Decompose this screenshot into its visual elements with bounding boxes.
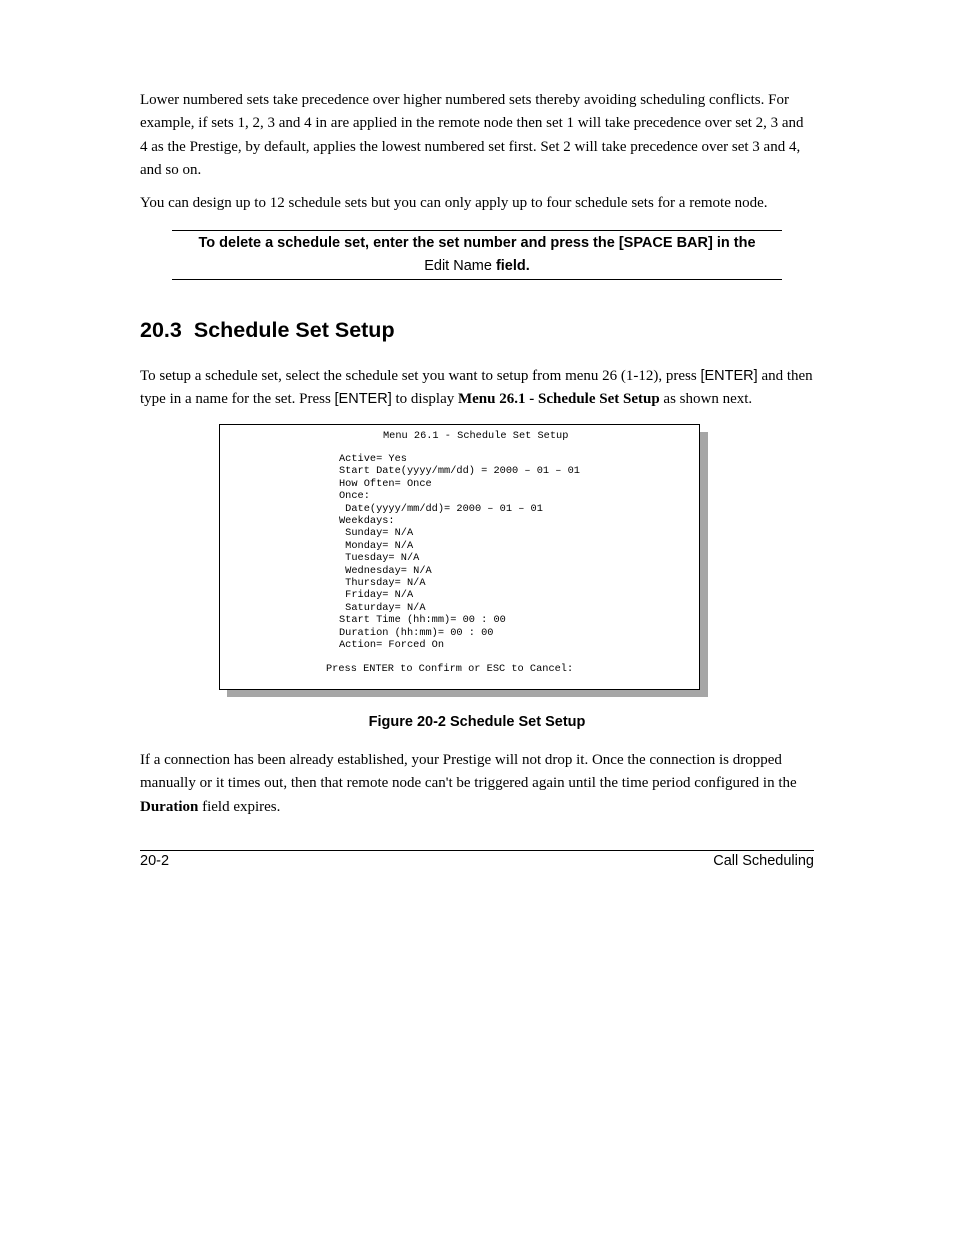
note-field-suffix: field. (495, 257, 530, 274)
menu-screen-line: Friday= N/A (339, 589, 414, 602)
figure-caption: Figure 20-2 Schedule Set Setup (368, 714, 586, 730)
menu-screen-line: Active= Yes (339, 453, 407, 465)
note-line-1: To delete a schedule set, enter the set number and press the [SPACE BAR] in the (198, 235, 756, 251)
intro-paragraph-1: Lower numbered sets take precedence over higher numbered sets thereby avoiding scheduling conflicts. For example, if sets 1, 2, 3 and 4 in are applied in the remote node then set 1 will take precedence over set 2, 3 and 4 as the Prestige, by default, applies the lowest numbered set first. Set 2 will take precedence over set 3 and 4, and so on. (140, 92, 804, 179)
menu-screen-line: Wednesday= N/A (339, 564, 432, 577)
menu-screen-line: Thursday= N/A (339, 577, 426, 590)
closing-paragraph (140, 749, 814, 819)
section-title: Schedule Set Setup (193, 318, 395, 342)
menu-screen-line: Action= Forced On (339, 639, 445, 652)
menu-screen-title: Menu 26.1 - Schedule Set Setup (383, 430, 569, 442)
menu-screen-line: How Often= Once (339, 477, 432, 490)
footer-rule (140, 850, 814, 851)
menu-screen-line: Once: (339, 490, 370, 503)
setup-paragraph (140, 365, 814, 412)
setup-text-1: To setup a schedule set, select the schedule set you want to setup from menu 26 (1-12), press (140, 368, 701, 384)
menu-screen-line: Saturday= N/A (339, 601, 426, 614)
closing-text-1: If a connection has been already established, your Prestige will not drop it. Once the connection is dropped manually or it times out, then that remote node can't be triggered again until the time period configured in the (140, 752, 797, 792)
setup-text-3: to display (391, 391, 458, 408)
menu-screen-fields (339, 453, 580, 652)
menu-screen-line: Start Date(yyyy/mm/dd) = 2000 – 01 – 01 (339, 465, 580, 478)
enter-key-2: [ENTER] (334, 391, 392, 408)
setup-text-2: and then type in a name for the set. Press (140, 368, 813, 408)
footer-page-number: 20-2 (140, 853, 170, 869)
intro-paragraph-2: You can design up to 12 schedule sets but you can only apply up to four schedule sets for a remote node. (140, 195, 768, 211)
enter-key-1: [ENTER] (700, 368, 758, 384)
setup-text-4: as shown next. (659, 391, 753, 408)
section-number: 20.3 (140, 318, 182, 342)
note-box (172, 230, 782, 280)
menu-screen-line: Start Time (hh:mm)= 00 : 00 (339, 614, 506, 627)
duration-term: Duration (140, 798, 199, 815)
menu-screen-line: Date(yyyy/mm/dd)= 2000 – 01 – 01 (339, 502, 543, 515)
menu-screen (219, 424, 700, 690)
menu-screen-prompt: Press ENTER to Confirm or ESC to Cancel: (326, 663, 574, 675)
section-heading (140, 318, 395, 343)
footer-chapter-title: Call Scheduling (713, 853, 814, 869)
closing-text-2: field expires. (198, 798, 281, 815)
menu-screen-line: Tuesday= N/A (339, 552, 420, 565)
menu-screen-line: Sunday= N/A (339, 527, 414, 540)
menu-screen-line: Weekdays: (339, 515, 395, 528)
note-field-name: Edit Name (424, 257, 492, 274)
menu-screen-line: Duration (hh:mm)= 00 : 00 (339, 626, 494, 639)
menu-screen-line: Monday= N/A (339, 539, 414, 552)
menu-reference: Menu 26.1 - Schedule Set Setup (457, 391, 660, 408)
